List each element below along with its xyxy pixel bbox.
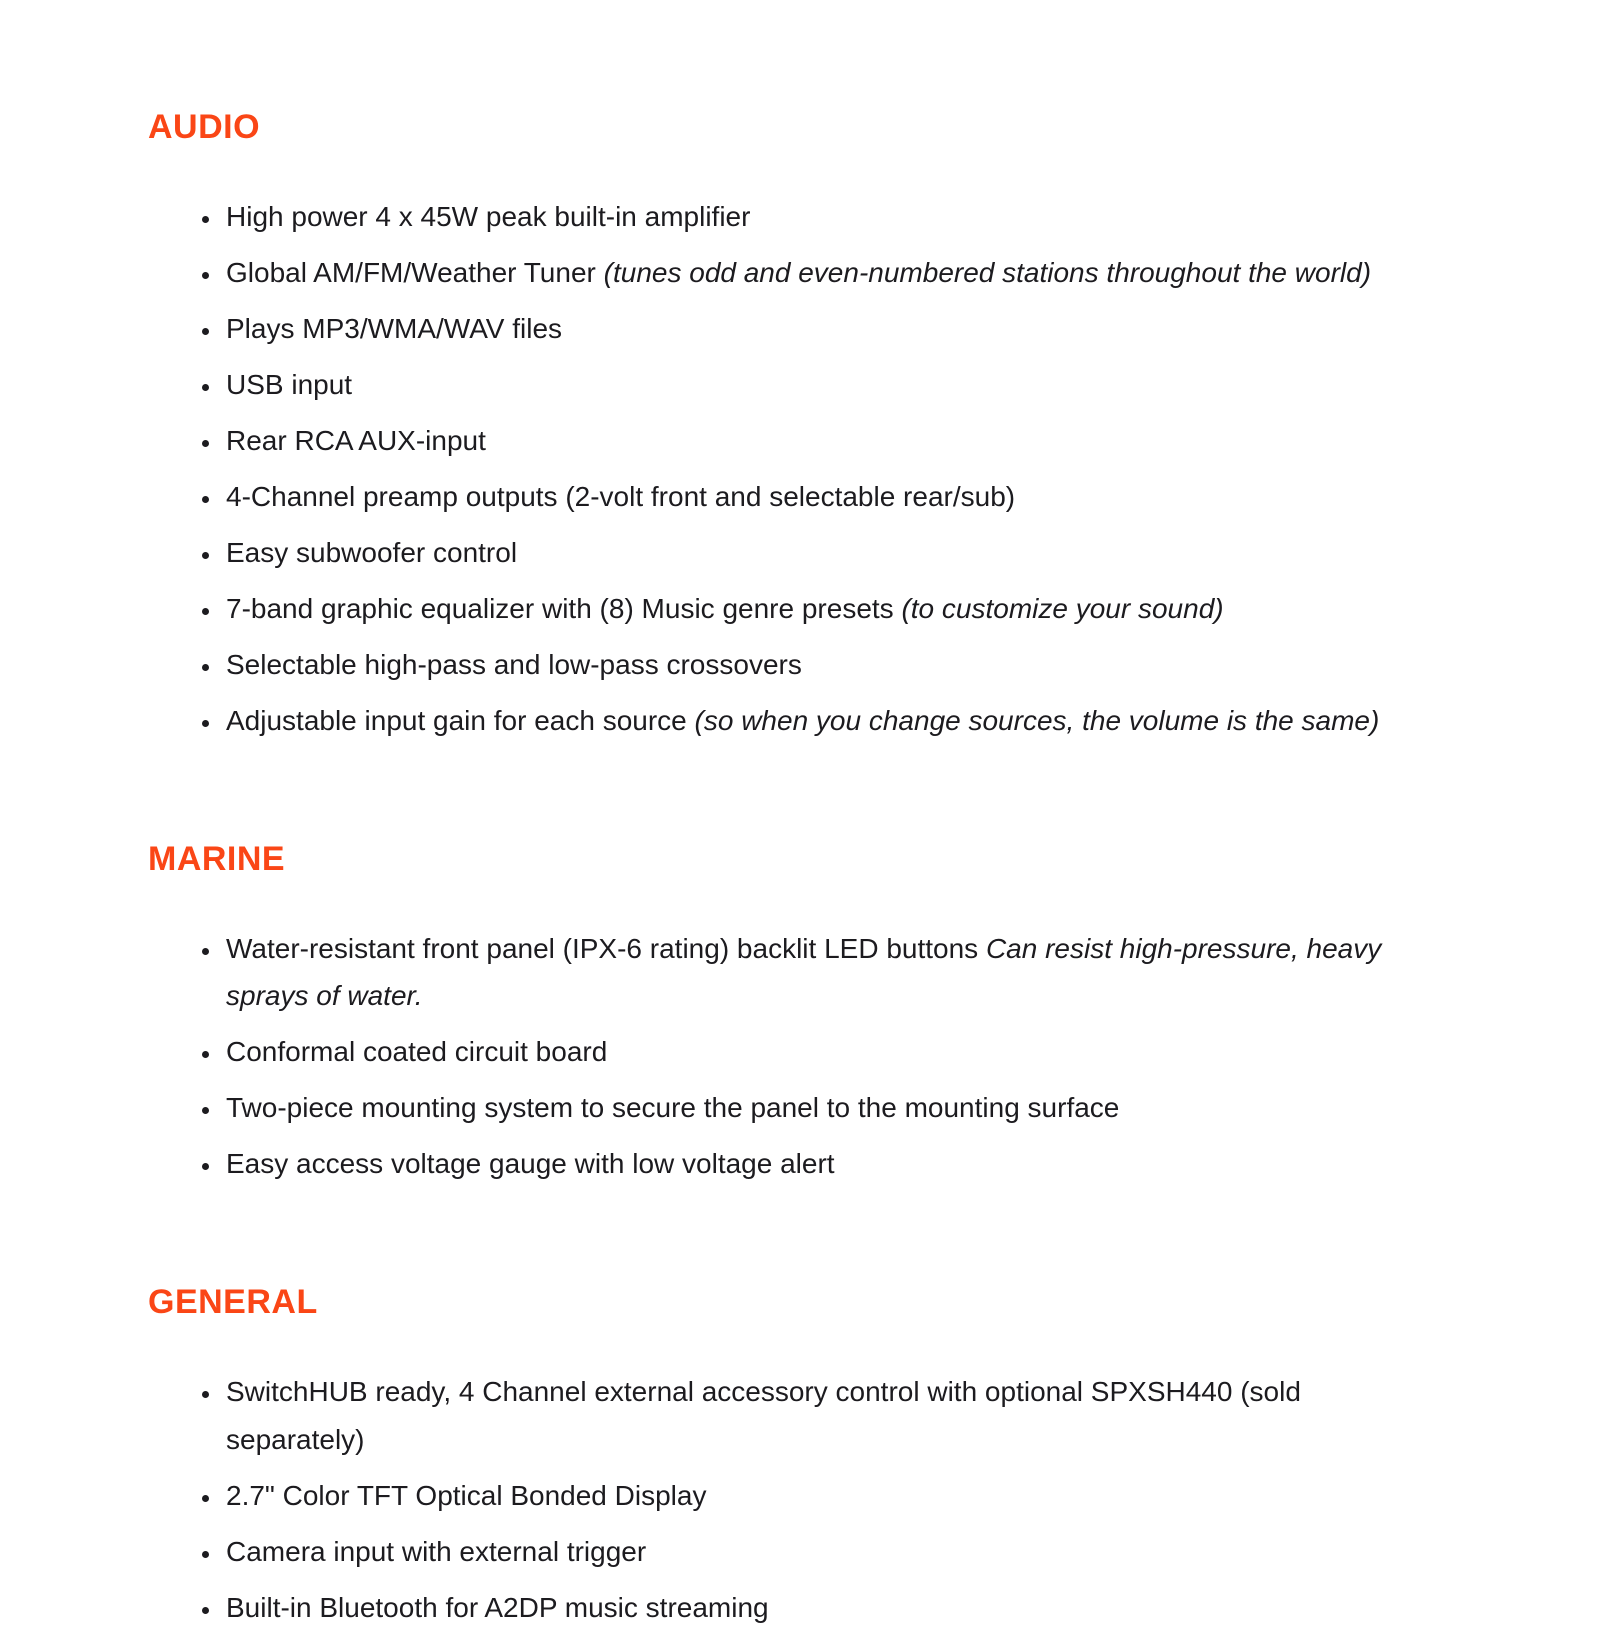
section-audio — [148, 108, 1450, 744]
list-item — [222, 417, 1402, 464]
list-item — [222, 1368, 1402, 1462]
list-item — [222, 361, 1402, 408]
item-text: Conformal coated circuit board — [226, 1036, 608, 1068]
audio-bullet-list — [148, 193, 1408, 744]
item-text: Easy access voltage gauge with low voltage alert — [226, 1148, 835, 1180]
item-text: Adjustable input gain for each source — [226, 705, 687, 737]
section-heading-audio: AUDIO — [148, 108, 261, 146]
item-text: 7-band graphic equalizer with (8) Music genre presets — [226, 593, 894, 625]
item-text: USB input — [226, 369, 353, 401]
item-text: Water-resistant front panel (IPX-6 rating) backlit LED buttons — [226, 933, 979, 965]
section-general — [148, 1283, 1450, 1630]
list-item — [222, 305, 1402, 352]
list-item — [222, 529, 1402, 576]
item-text: 4-Channel preamp outputs (2-volt front and selectable rear/sub) — [226, 481, 1016, 513]
item-text: High power 4 x 45W peak built-in amplifier — [226, 201, 751, 232]
item-text: Easy subwoofer control — [226, 537, 518, 569]
list-item — [222, 1584, 1402, 1631]
list-item — [222, 1472, 1402, 1519]
item-italic-text: Can resist high-pressure, heavy sprays of water. — [226, 933, 1382, 1012]
section-heading-general: GENERAL — [148, 1283, 318, 1322]
list-item — [222, 193, 1402, 240]
item-text: SwitchHUB ready, 4 Channel external accessory control with optional SPXSH440 (sold separately) — [226, 1376, 1301, 1455]
item-italic-text: (so when you change sources, the volume is the same) — [694, 705, 1380, 737]
marine-bullet-list — [148, 925, 1408, 1187]
list-item — [222, 585, 1402, 632]
section-marine — [148, 840, 1450, 1187]
item-italic-text: (to customize your sound) — [901, 593, 1224, 625]
item-text: 2.7" Color TFT Optical Bonded Display — [226, 1479, 707, 1511]
list-item — [222, 1528, 1402, 1575]
list-item — [222, 1084, 1402, 1131]
list-item — [222, 641, 1402, 688]
list-item — [222, 1028, 1402, 1075]
item-text: Camera input with external trigger — [226, 1535, 647, 1567]
item-text: Selectable high-pass and low-pass crossovers — [226, 649, 802, 681]
list-item — [222, 1140, 1402, 1187]
item-text: Global AM/FM/Weather Tuner — [226, 257, 596, 289]
item-text: Two-piece mounting system to secure the panel to the mounting surface — [226, 1092, 1120, 1124]
list-item — [222, 925, 1402, 1019]
section-heading-marine: MARINE — [148, 840, 286, 879]
item-text: Built-in Bluetooth for A2DP music streaming — [226, 1591, 769, 1623]
item-text: Rear RCA AUX-input — [226, 425, 486, 457]
list-item — [222, 249, 1402, 296]
item-text: Plays MP3/WMA/WAV files — [226, 313, 563, 345]
general-bullet-list — [148, 1368, 1408, 1630]
list-item — [222, 697, 1402, 744]
list-item — [222, 473, 1402, 520]
item-italic-text: (tunes odd and even-numbered stations throughout the world) — [603, 257, 1372, 289]
